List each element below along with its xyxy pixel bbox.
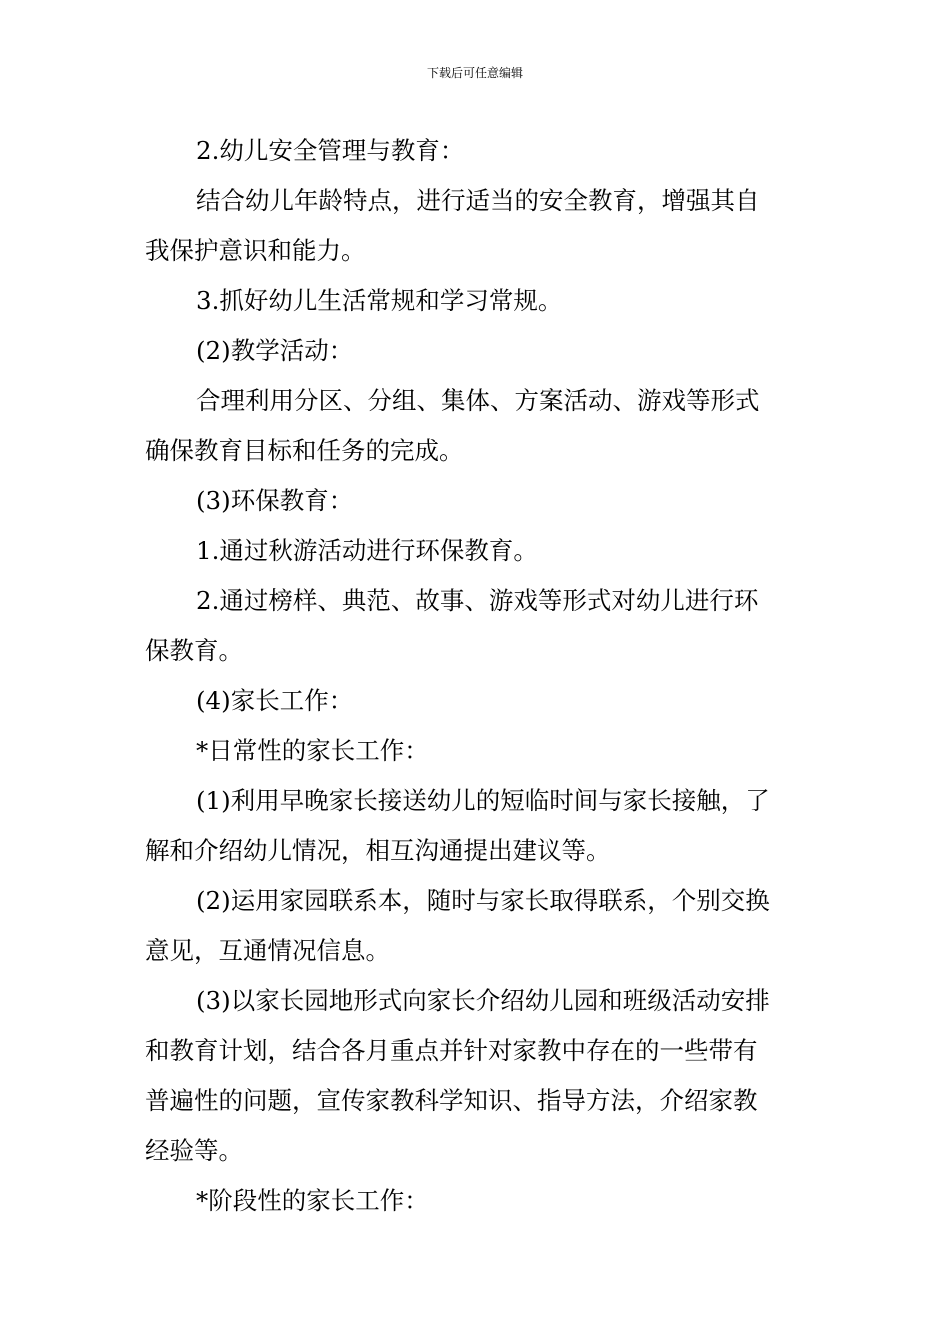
text-line: 结合幼儿年龄特点，进行适当的安全教育，增强其自 xyxy=(196,186,760,215)
text-line: 2.幼儿安全管理与教育： xyxy=(196,136,465,165)
text-line: 经验等。 xyxy=(145,1136,243,1165)
text-line: *日常性的家长工作： xyxy=(196,736,429,765)
text-line: *阶段性的家长工作： xyxy=(196,1186,429,1215)
text-line: 确保教育目标和任务的完成。 xyxy=(145,436,464,465)
text-line: (3)以家长园地形式向家长介绍幼儿园和班级活动安排 xyxy=(196,986,770,1015)
text-line: 普遍性的问题，宣传家教科学知识、指导方法，介绍家教 xyxy=(145,1086,758,1115)
text-line: (2)运用家园联系本，随时与家长取得联系，个别交换 xyxy=(196,886,770,915)
text-line: 我保护意识和能力。 xyxy=(145,236,366,265)
text-line: (3)环保教育： xyxy=(196,486,354,515)
text-line: 1.通过秋游活动进行环保教育。 xyxy=(196,536,538,565)
text-line: (1)利用早晚家长接送幼儿的短临时间与家长接触，了 xyxy=(196,786,770,815)
page-header: 下载后可任意编辑 xyxy=(426,66,523,80)
text-line: 2.通过榜样、典范、故事、游戏等形式对幼儿进行环 xyxy=(196,586,759,615)
text-line: 保教育。 xyxy=(145,636,243,665)
text-line: 合理利用分区、分组、集体、方案活动、游戏等形式 xyxy=(196,386,760,415)
text-line: 意见，互通情况信息。 xyxy=(145,936,390,965)
text-line: 3.抓好幼儿生活常规和学习常规。 xyxy=(196,286,563,315)
text-line: (4)家长工作： xyxy=(196,686,354,715)
text-line: (2)教学活动： xyxy=(196,336,354,365)
text-line: 解和介绍幼儿情况，相互沟通提出建议等。 xyxy=(145,836,611,865)
document-body xyxy=(145,126,810,1226)
text-line: 和教育计划，结合各月重点并针对家教中存在的一些带有 xyxy=(145,1036,758,1065)
